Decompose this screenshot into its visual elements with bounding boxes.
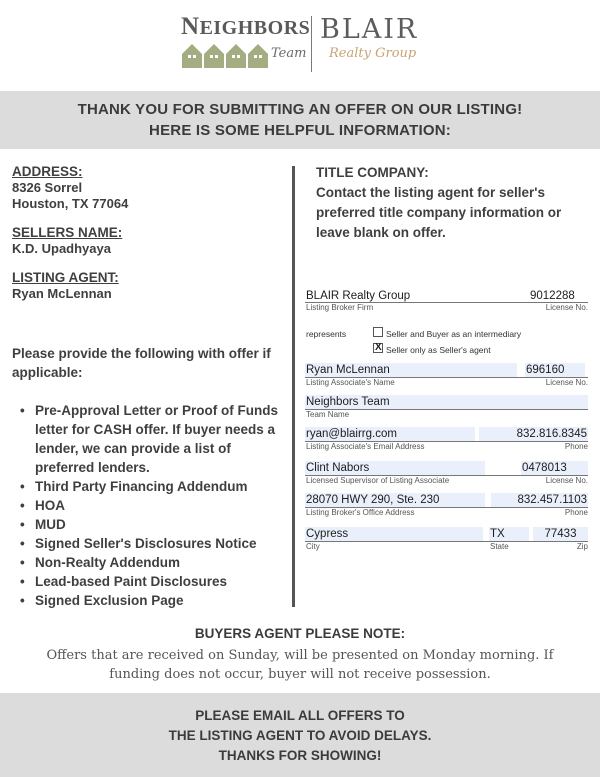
list-item: • Signed Seller's Disclosures Notice [20, 534, 292, 553]
broker-firm-label: Listing Broker Firm [306, 303, 374, 312]
listing-details [12, 164, 292, 302]
supervisor-value: Clint Nabors [305, 461, 485, 475]
column-divider [292, 166, 295, 607]
realty-group-wordmark: Realty Group [329, 46, 417, 61]
provide-instructions: Please provide the following with offer if applicable: [12, 346, 271, 380]
city-value: Cypress [305, 527, 483, 541]
broker-info-form [305, 288, 588, 556]
form-line [305, 541, 588, 542]
buyers-agent-note-heading: BUYERS AGENT PLEASE NOTE: [194, 626, 406, 641]
list-item: • HOA [20, 496, 292, 515]
associate-name-value: Ryan McLennan [305, 363, 517, 377]
license-label: License No. [545, 378, 588, 387]
logo [0, 0, 600, 90]
represents-row [305, 328, 588, 358]
list-item: • Lead-based Paint Disclosures [20, 572, 292, 591]
supervisor-label: Licensed Supervisor of Listing Associate [306, 476, 450, 485]
represents-label: represents [306, 329, 347, 339]
team-name-value: Neighbors Team [305, 395, 588, 409]
email-value: ryan@blairrg.com [305, 427, 475, 441]
list-item: • Third Party Financing Addendum [20, 477, 292, 496]
logo-divider [311, 16, 312, 72]
list-item: • Signed Exclusion Page [20, 591, 292, 610]
email-label: Listing Associate's Email Address [306, 442, 425, 451]
associate-name-label: Listing Associate's Name [306, 378, 395, 387]
seller-agent-checkbox[interactable] [373, 343, 383, 353]
required-documents-list [20, 401, 292, 610]
office-address-value: 28070 HWY 290, Ste. 230 [305, 493, 485, 507]
zip-value: 77433 [533, 527, 588, 541]
footer-line-1: PLEASE EMAIL ALL OFFERS TO [195, 708, 405, 723]
buyers-agent-note-body: Offers that are received on Sunday, will be presented on Monday morning. If funding does not occur, buyer will not receive possession. [46, 648, 554, 682]
title-company-heading: TITLE COMPANY: [316, 165, 429, 180]
associate-license-value: 696160 [525, 363, 585, 377]
state-value: TX [489, 527, 529, 541]
seller-agent-option-label: Seller only as Seller's agent [386, 345, 491, 355]
address-label: ADDRESS: [12, 164, 83, 179]
phone-label: Phone [564, 442, 588, 451]
listing-agent-label: LISTING AGENT: [12, 270, 119, 285]
blair-wordmark: BLAIR [320, 14, 419, 45]
broker-firm-value: BLAIR Realty Group [306, 290, 411, 302]
address-line-2: Houston, TX 77064 [12, 196, 129, 211]
sellers-name-label: SELLERS NAME: [12, 225, 123, 240]
footer-line-2: THE LISTING AGENT TO AVOID DELAYS. [168, 728, 432, 743]
office-phone-value: 832.457.1103 [491, 493, 588, 507]
list-item: • MUD [20, 515, 292, 534]
neighbors-wordmark: NEIGHBORS [181, 13, 311, 40]
address-line-1: 8326 Sorrel [12, 180, 83, 195]
listing-agent-value: Ryan McLennan [12, 286, 112, 301]
team-name-label: Team Name [306, 410, 350, 419]
city-label: City [306, 542, 320, 551]
team-wordmark: Team [271, 46, 307, 61]
header-line-2: HERE IS SOME HELPFUL INFORMATION: [149, 122, 451, 139]
list-item: • Non-Realty Addendum [20, 553, 292, 572]
intermediary-option-label: Seller and Buyer as an intermediary [386, 329, 522, 339]
supervisor-license-value: 0478013 [521, 461, 588, 475]
phone-label: Phone [564, 508, 588, 517]
list-item: • Pre-Approval Letter or Proof of Funds letter for CASH offer. If buyer needs a lender, we can provide a list of preferred lenders. [20, 401, 292, 477]
sellers-name-value: K.D. Upadhyaya [12, 241, 111, 256]
license-label: License No. [545, 476, 588, 485]
phone-value: 832.816.8345 [479, 427, 588, 441]
header-line-1: THANK YOU FOR SUBMITTING AN OFFER ON OUR LISTING! [77, 101, 523, 118]
state-label: State [490, 542, 509, 551]
intermediary-checkbox[interactable] [373, 327, 383, 337]
broker-license-value: 9012288 [530, 290, 575, 302]
office-address-label: Listing Broker's Office Address [306, 508, 415, 517]
license-label: License No. [545, 303, 588, 312]
zip-label: Zip [576, 542, 588, 551]
title-company-body: Contact the listing agent for seller's preferred title company information or leave blank on offer. [316, 185, 562, 240]
header-band [0, 91, 600, 149]
footer-line-3: THANKS FOR SHOWING! [218, 748, 382, 763]
footer-band [0, 693, 600, 777]
